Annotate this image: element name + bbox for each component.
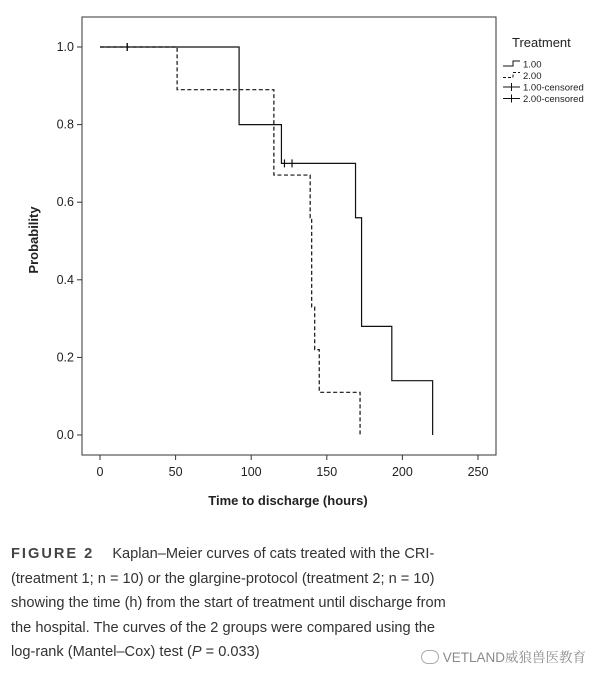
x-tick-label: 200 xyxy=(391,465,413,479)
p-value: = 0.033) xyxy=(201,644,260,660)
y-tick-label: 1.0 xyxy=(56,40,74,54)
caption-line-4: the hospital. The curves of the 2 groups were compared using the xyxy=(11,619,436,636)
x-tick-label: 100 xyxy=(240,465,262,479)
x-axis-label: Time to discharge (hours) xyxy=(208,493,368,508)
legend-items xyxy=(503,60,584,106)
watermark xyxy=(421,646,586,666)
legend-swatch-1.00 xyxy=(503,61,520,66)
wechat-icon xyxy=(421,650,439,664)
y-tick-label: 0.8 xyxy=(56,117,74,132)
y-tick-label: 0.2 xyxy=(56,350,74,365)
legend xyxy=(503,35,584,105)
caption-line-3: showing the time (h) from the start of treatment until discharge from xyxy=(11,595,446,611)
x-tick-label: 0 xyxy=(96,465,104,479)
y-axis-label: Probability xyxy=(26,206,41,274)
caption-line-2: (treatment 1; n = 10) or the glargine-protocol (treatment 2; n = 10) xyxy=(11,570,435,587)
figure-label: FIGURE 2 xyxy=(11,546,95,562)
caption-line-5: log-rank (Mantel–Cox) test ( xyxy=(11,644,192,660)
survival-curves xyxy=(100,47,433,435)
p-symbol: P xyxy=(191,644,202,660)
legend-swatch-2.00 xyxy=(503,73,520,78)
watermark-text: VETLAND威狼兽医教育 xyxy=(442,650,586,665)
legend-entry-1.00: 1.00 xyxy=(523,59,542,71)
legend-entry-1.00-censored: 1.00-censored xyxy=(523,82,584,94)
x-tick-label: 50 xyxy=(168,465,183,479)
x-tick-label: 250 xyxy=(467,465,489,479)
curve-treatment-2.00 xyxy=(100,47,360,435)
x-tick-label: 150 xyxy=(316,465,338,479)
axes xyxy=(57,40,489,479)
legend-entry-2.00: 2.00 xyxy=(523,71,542,82)
legend-title: Treatment xyxy=(512,35,571,50)
caption-line-1: Kaplan–Meier curves of cats treated with the CRI- xyxy=(112,546,435,562)
curve-treatment-1.00 xyxy=(100,47,433,435)
y-tick-label: 0.6 xyxy=(56,195,74,210)
y-tick-label: 0.4 xyxy=(56,272,74,287)
legend-entry-2.00-censored: 2.00-censored xyxy=(523,94,584,105)
y-tick-label: 0.0 xyxy=(56,428,74,442)
plot-frame xyxy=(82,17,496,455)
censor-marks xyxy=(127,43,292,167)
